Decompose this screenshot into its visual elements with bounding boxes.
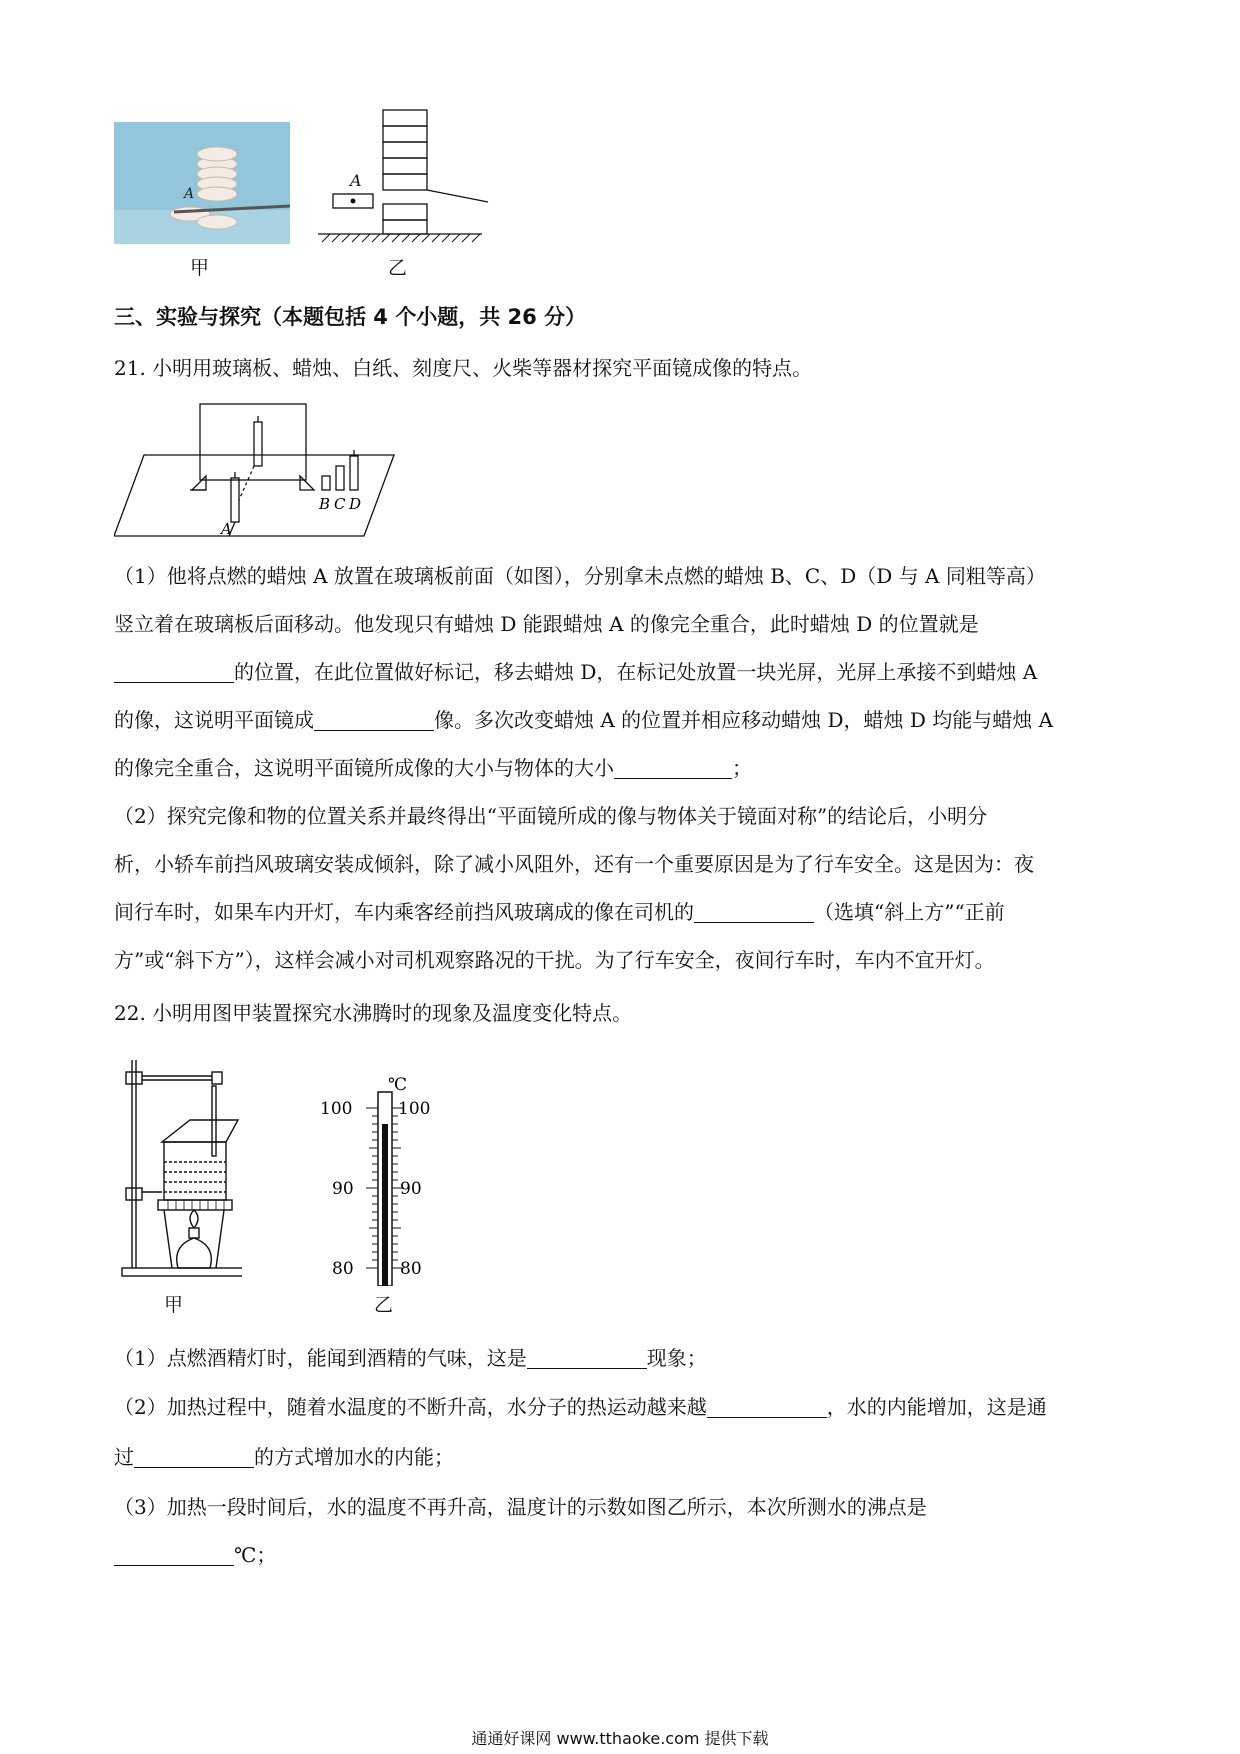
answer-blank[interactable] <box>707 1395 827 1418</box>
label-candle-b: B <box>319 495 331 513</box>
thermo-label-80-left: 80 <box>332 1259 354 1279</box>
answer-blank[interactable] <box>134 1445 254 1468</box>
answer-blank[interactable] <box>114 1543 234 1566</box>
q22-p2-a: （2）加热过程中，随着水温度的不断升高，水分子的热运动越来越 <box>114 1395 707 1419</box>
footer-download-note: 通通好课网 www.tthaoke.com 提供下载 <box>471 1729 769 1748</box>
section-title: 三、实验与探究（本题包括 4 个小题，共 26 分） <box>114 305 587 329</box>
q21-p2-line3 <box>114 898 1005 926</box>
thermo-liquid-column <box>382 1124 388 1286</box>
answer-blank[interactable] <box>114 660 234 683</box>
q22-boiling-apparatus <box>112 1050 242 1286</box>
q21-p1-line5-b: ； <box>732 756 752 780</box>
thermo-label-100-left: 100 <box>320 1099 353 1119</box>
q21-p2-line2: 析，小轿车前挡风玻璃安装成倾斜，除了减小风阻外，还有一个重要原因是为了行车安全。这是因为：夜 <box>114 852 1034 876</box>
q21-p2-line4: 方”或“斜下方”），这样会减小对司机观察路况的干扰。为了行车安全，夜间行车时，车内不宜开灯。 <box>114 948 995 972</box>
diagram-label-a: A <box>350 171 362 190</box>
label-candle-c: C <box>334 495 346 513</box>
photo-label-a: A <box>184 186 195 202</box>
q21-p1-line3 <box>114 658 1037 686</box>
thermo-label-90-left: 90 <box>332 1179 354 1199</box>
answer-blank[interactable] <box>694 900 814 923</box>
diagram-coin-stack <box>318 108 490 248</box>
label-candle-d: D <box>349 495 362 513</box>
q21-p1-line3-text: 的位置，在此位置做好标记，移去蜡烛 D，在标记处放置一块光屏，光屏上承接不到蜡烛 A <box>234 660 1038 684</box>
label-candle-a: A <box>221 520 232 538</box>
q22-p2-d: 的方式增加水的内能； <box>254 1445 454 1469</box>
q21-p1-line5-a: 的像完全重合，这说明平面镜所成像的大小与物体的大小 <box>114 756 614 780</box>
q21-p1-line1: （1）他将点燃的蜡烛 A 放置在玻璃板前面（如图），分别拿未点燃的蜡烛 B、C、D（D 与 A 同粗等高） <box>114 564 1046 588</box>
thermo-label-100-right: 100 <box>398 1099 431 1119</box>
q22-p1-b: 现象； <box>646 1346 707 1370</box>
q22-p3-line1: （3）加热一段时间后，水的温度不再升高，温度计的示数如图乙所示，本次所测水的沸点是 <box>114 1495 927 1519</box>
caption-top-right: 乙 <box>388 257 408 279</box>
q22-p1-a: （1）点燃酒精灯时，能闻到酒精的气味，这是 <box>114 1346 527 1370</box>
q22-p2-line2 <box>114 1443 454 1471</box>
q21-p1-line4-a: 的像，这说明平面镜成 <box>114 708 314 732</box>
q22-caption-left: 甲 <box>164 1294 184 1316</box>
q22-p3-line2 <box>114 1541 276 1569</box>
q22-caption-right: 乙 <box>374 1294 394 1316</box>
q21-stem: 21. 小明用玻璃板、蜡烛、白纸、刻度尺、火柴等器材探究平面镜成像的特点。 <box>114 356 813 380</box>
thermo-unit: ℃ <box>388 1075 408 1095</box>
q22-stem: 22. 小明用图甲装置探究水沸腾时的现象及温度变化特点。 <box>114 1001 633 1025</box>
q22-p2-line1 <box>114 1393 1047 1421</box>
q21-p1-line2: 竖立着在玻璃板后面移动。他发现只有蜡烛 D 能跟蜡烛 A 的像完全重合，此时蜡烛 D 的位置就是 <box>114 612 979 636</box>
q21-p1-line5 <box>114 754 752 782</box>
q22-p3-b: ℃； <box>234 1543 277 1567</box>
answer-blank[interactable] <box>614 756 732 779</box>
q21-p1-line4 <box>114 706 1053 734</box>
q21-p1-line4-b: 像。多次改变蜡烛 A 的位置并相应移动蜡烛 D，蜡烛 D 均能与蜡烛 A <box>434 708 1054 732</box>
q22-thermometer <box>310 1070 450 1286</box>
q21-p2-line3-b: （选填“斜上方”“正前 <box>814 900 1005 924</box>
q22-p2-b: ，水的内能增加，这是通 <box>826 1395 1047 1419</box>
q22-p2-c: 过 <box>114 1445 134 1469</box>
q22-p1 <box>114 1344 707 1372</box>
q21-p2-line3-a: 间行车时，如果车内开灯，车内乘客经前挡风玻璃成的像在司机的 <box>114 900 694 924</box>
q21-mirror-diagram <box>114 400 404 540</box>
caption-top-left: 甲 <box>190 257 210 279</box>
thermo-label-90-right: 90 <box>400 1179 422 1199</box>
answer-blank[interactable] <box>527 1346 647 1369</box>
thermo-label-80-right: 80 <box>400 1259 422 1279</box>
answer-blank[interactable] <box>314 708 434 731</box>
q21-p2-line1: （2）探究完像和物的位置关系并最终得出“平面镜所成的像与物体关于镜面对称”的结论后，小明分 <box>114 804 988 828</box>
photo-coin-stack <box>114 122 290 244</box>
